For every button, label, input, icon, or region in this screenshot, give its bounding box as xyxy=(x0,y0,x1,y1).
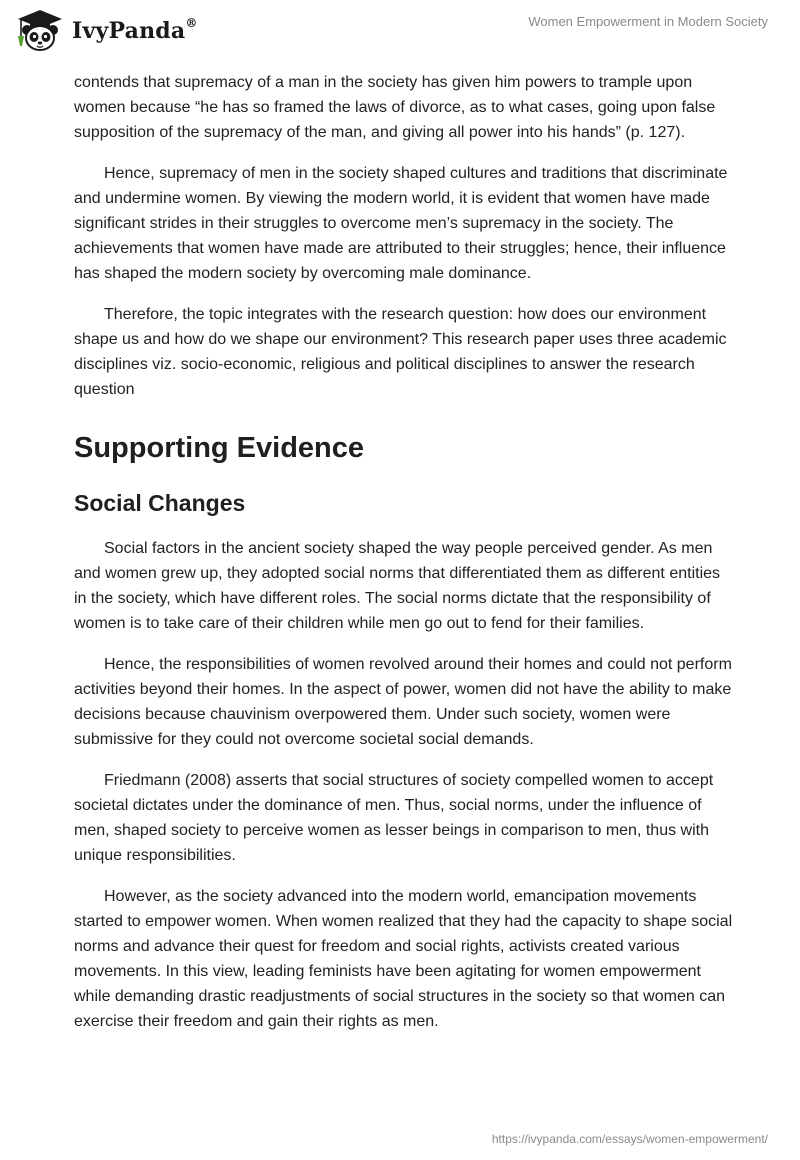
paragraph: Hence, supremacy of men in the society shaped cultures and traditions that discriminate and undermine women. By viewing the modern world, it is evident that women have made significant strides in their struggles to overcome men’s supremacy in the society. The achievements that women have made are attributed to their struggles; hence, their influence has shaped the modern society by overcoming male dominance. xyxy=(74,165,728,282)
paragraph: Friedmann (2008) asserts that social structures of society compelled women to accept societal dictates under the dominance of men. Thus, social norms, under the influence of men, shaped society to perceive women as lesser beings in comparison to men, thus with unique responsibilities. xyxy=(74,772,714,864)
paragraph: However, as the society advanced into the modern world, emancipation movements started to empower women. When women realized that they had the capacity to shape social norms and advance their quest for freedom and social rights, activists created various movements. In this view, leading feminists have been agitating for women empowerment while demanding drastic readjustments of social structures in the society so that women can exercise their freedom and gain their rights as men. xyxy=(74,888,733,1030)
document-title: Women Empowerment in Modern Society xyxy=(528,14,768,29)
panda-graduation-cap-icon xyxy=(14,8,66,54)
section-heading: Supporting Evidence xyxy=(74,432,365,464)
brand-logo[interactable] xyxy=(14,8,198,54)
essay-content xyxy=(74,70,734,1050)
brand-name: IvyPanda® xyxy=(72,15,198,44)
paragraph: Social factors in the ancient society shaped the way people perceived gender. As men and women grew up, they adopted social norms that differentiated them as different entities in the society, which have different roles. The social norms dictate that the responsibility of women is to take care of their children while men go out to fend for their families. xyxy=(74,540,721,632)
paragraph: contends that supremacy of a man in the society has given him powers to trample upon women because “he has so framed the laws of divorce, as to what cases, going upon false supposition of the supremacy of the man, and giving all power into his hands” (p. 127). xyxy=(74,74,716,141)
paragraph: Hence, the responsibilities of women revolved around their homes and could not perform activities beyond their homes. In the aspect of power, women did not have the ability to make decisions because chauvinism overpowered them. Under such society, women were submissive for they could not overcome societal social demands. xyxy=(74,656,732,748)
source-url[interactable]: https://ivypanda.com/essays/women-empowerment/ xyxy=(491,1132,768,1146)
page-header xyxy=(0,0,800,70)
subsection-heading: Social Changes xyxy=(74,490,246,516)
paragraph: Therefore, the topic integrates with the research question: how does our environment shape us and how do we shape our environment? This research paper uses three academic disciplines viz. socio-economic, religious and political disciplines to answer the research question xyxy=(74,306,727,398)
